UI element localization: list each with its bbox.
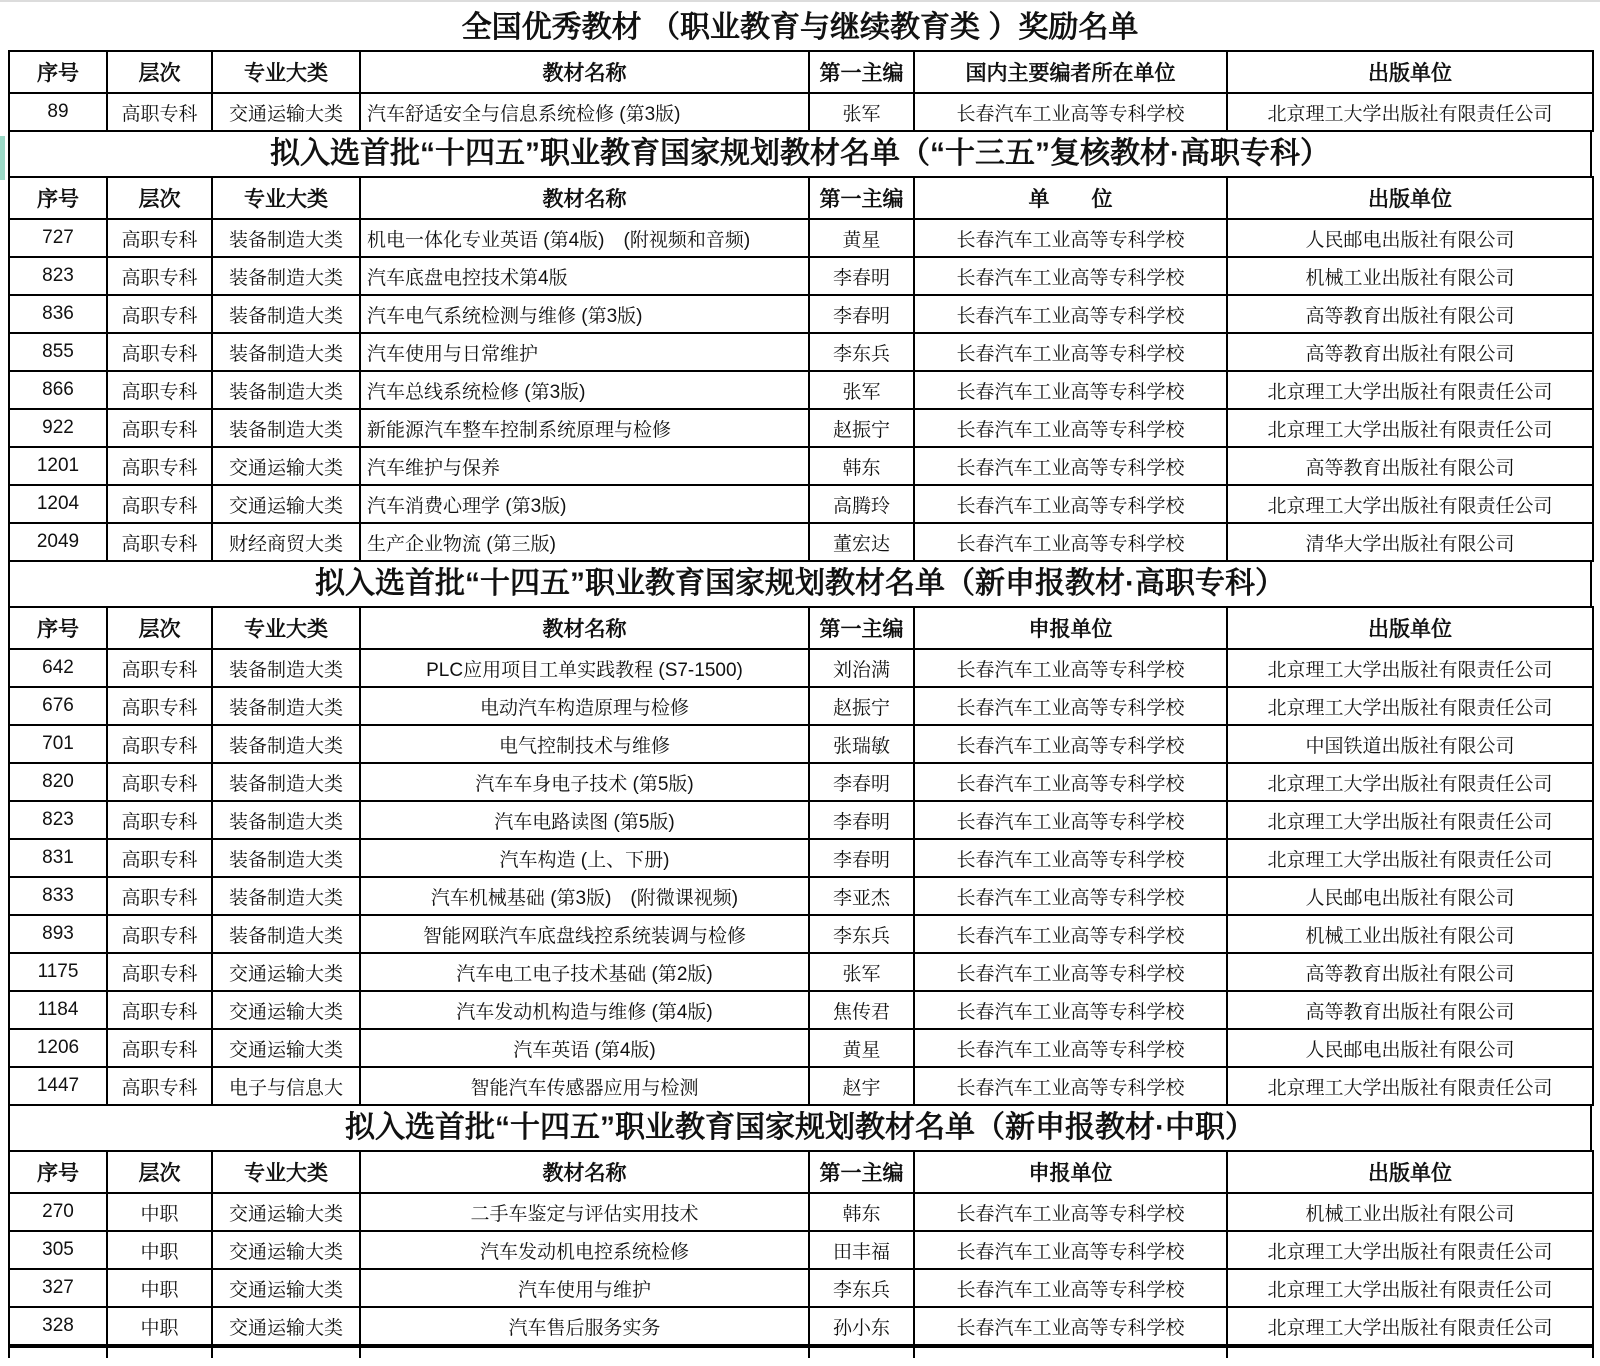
header-cell: 序号	[9, 1151, 107, 1193]
table-cell: 黄星	[809, 219, 914, 257]
table-cell: 李春明	[809, 839, 914, 877]
table-row	[9, 801, 1593, 839]
header-cell: 专业大类	[212, 51, 360, 93]
table-cell: 北京理工大学出版社有限责任公司	[1227, 649, 1593, 687]
table-cell: 装备制造大类	[212, 295, 360, 333]
table-cell: 高职专科	[107, 915, 212, 953]
table-cell: 交通运输大类	[212, 1029, 360, 1067]
table-cell: 新能源汽车整车控制系统原理与检修	[360, 409, 809, 447]
table-cell: 长春汽车工业高等专科学校	[914, 447, 1227, 485]
table-row	[9, 523, 1593, 561]
section-title-award: 全国优秀教材 （职业教育与继续教育类 ）奖励名单	[461, 11, 1139, 44]
table-cell: 赵振宁	[809, 687, 914, 725]
table-cell: 高职专科	[107, 649, 212, 687]
table-cell: 北京理工大学出版社有限责任公司	[1227, 1307, 1593, 1345]
table-cell: 交通运输大类	[212, 1307, 360, 1345]
table-cell: 李东兵	[809, 1269, 914, 1307]
header-cell: 申报单位	[914, 607, 1227, 649]
table-cell: 汽车英语 (第4版)	[360, 1029, 809, 1067]
table-cell: 装备制造大类	[212, 371, 360, 409]
table-cell: 长春汽车工业高等专科学校	[914, 1269, 1227, 1307]
table-cell: 汽车电工电子技术基础 (第2版)	[360, 953, 809, 991]
table-cell: 李春明	[809, 295, 914, 333]
table-cell: 赵宇	[809, 1067, 914, 1105]
table-cell: 清华大学出版社有限公司	[1227, 523, 1593, 561]
table-cell: 北京理工大学出版社有限责任公司	[1227, 409, 1593, 447]
table-cell: 922	[9, 409, 107, 447]
table-cell: 长春汽车工业高等专科学校	[914, 1029, 1227, 1067]
table-row	[9, 877, 1593, 915]
section-title-new-zhongzhi: 拟入选首批“十四五”职业教育国家规划教材名单（新申报教材·中职）	[8, 1106, 1592, 1150]
table-cell: 装备制造大类	[212, 333, 360, 371]
table-cell: 328	[9, 1307, 107, 1345]
table-cell: 高职专科	[107, 485, 212, 523]
table-cell: 820	[9, 763, 107, 801]
table-cell: 高职专科	[107, 877, 212, 915]
table-cell: 北京理工大学出版社有限责任公司	[1227, 1269, 1593, 1307]
table-row	[9, 953, 1593, 991]
table-cell: 893	[9, 915, 107, 953]
table-cell: 长春汽车工业高等专科学校	[914, 1193, 1227, 1231]
table-row	[9, 1029, 1593, 1067]
table-cell: 高职专科	[107, 523, 212, 561]
table-cell: 汽车电气系统检测与维修 (第3版)	[360, 295, 809, 333]
table-cell: 电子与信息大	[212, 1067, 360, 1105]
table-cell: 装备制造大类	[212, 839, 360, 877]
table-row	[9, 1347, 1593, 1358]
table-cell: 装备制造大类	[212, 801, 360, 839]
table-cell: 270	[9, 1193, 107, 1231]
table-row	[9, 1269, 1593, 1307]
table-cell: 汽车维护与保养	[360, 447, 809, 485]
table-cell: 高腾玲	[809, 485, 914, 523]
section-title-new-gaozhi: 拟入选首批“十四五”职业教育国家规划教材名单（新申报教材·高职专科）	[8, 562, 1592, 606]
table-cell: 高职专科	[107, 93, 212, 131]
table-cell: 长春汽车工业高等专科学校	[914, 485, 1227, 523]
table-cell	[212, 1347, 360, 1358]
table-cell: 张瑞敏	[809, 725, 914, 763]
header-cell: 教材名称	[360, 607, 809, 649]
table-row	[9, 447, 1593, 485]
header-cell: 序号	[9, 177, 107, 219]
header-cell: 第一主编	[809, 607, 914, 649]
header-cell: 出版单位	[1227, 607, 1593, 649]
header-cell: 单 位	[914, 177, 1227, 219]
table-cell: 孙小东	[809, 1307, 914, 1345]
table-cell: 李亚杰	[809, 877, 914, 915]
table-cell: 1201	[9, 447, 107, 485]
table-cell: 北京理工大学出版社有限责任公司	[1227, 687, 1593, 725]
table-cell: 1447	[9, 1067, 107, 1105]
header-cell: 专业大类	[212, 177, 360, 219]
table-row	[9, 687, 1593, 725]
table-cell: 田丰福	[809, 1231, 914, 1269]
table-cell: 长春汽车工业高等专科学校	[914, 333, 1227, 371]
table-cell: 北京理工大学出版社有限责任公司	[1227, 93, 1593, 131]
table-cell: 高职专科	[107, 333, 212, 371]
table-row	[9, 257, 1593, 295]
table-row	[9, 1231, 1593, 1269]
header-row	[9, 177, 1593, 219]
table-cell: 高职专科	[107, 991, 212, 1029]
table-cell: 韩东	[809, 447, 914, 485]
header-cell: 序号	[9, 607, 107, 649]
table-cell: 汽车消费心理学 (第3版)	[360, 485, 809, 523]
table-row	[9, 1067, 1593, 1105]
table-cell: 人民邮电出版社有限公司	[1227, 219, 1593, 257]
table-cell: 机械工业出版社有限公司	[1227, 1193, 1593, 1231]
table-cell: 701	[9, 725, 107, 763]
header-cell: 层次	[107, 607, 212, 649]
table-row	[9, 649, 1593, 687]
table-cell: 汽车使用与日常维护	[360, 333, 809, 371]
table-cell	[107, 1347, 212, 1358]
table-cell: 长春汽车工业高等专科学校	[914, 687, 1227, 725]
partial-empty-row-body	[9, 1347, 1593, 1358]
table-cell: 汽车舒适安全与信息系统检修 (第3版)	[360, 93, 809, 131]
table-cell: 交通运输大类	[212, 93, 360, 131]
table-cell: 装备制造大类	[212, 649, 360, 687]
table-cell: 汽车发动机构造与维修 (第4版)	[360, 991, 809, 1029]
table-cell: 1175	[9, 953, 107, 991]
table-cell: 智能网联汽车底盘线控系统装调与检修	[360, 915, 809, 953]
table-cell: 长春汽车工业高等专科学校	[914, 409, 1227, 447]
table-cell: 855	[9, 333, 107, 371]
table-cell: 高职专科	[107, 371, 212, 409]
table-cell: 电动汽车构造原理与检修	[360, 687, 809, 725]
review-gaozhi-table-body	[9, 219, 1593, 561]
table-cell: 装备制造大类	[212, 725, 360, 763]
table-cell: 1204	[9, 485, 107, 523]
table-cell: 交通运输大类	[212, 485, 360, 523]
table-cell: 高职专科	[107, 801, 212, 839]
table-cell: PLC应用项目工单实践教程 (S7-1500)	[360, 649, 809, 687]
table-cell: 高等教育出版社有限公司	[1227, 333, 1593, 371]
table-cell: 赵振宁	[809, 409, 914, 447]
table-row	[9, 295, 1593, 333]
table-cell: 866	[9, 371, 107, 409]
table-cell: 北京理工大学出版社有限责任公司	[1227, 485, 1593, 523]
table-row	[9, 219, 1593, 257]
table-cell: 汽车车身电子技术 (第5版)	[360, 763, 809, 801]
table-cell: 北京理工大学出版社有限责任公司	[1227, 371, 1593, 409]
award-table	[8, 50, 1594, 132]
table-row	[9, 839, 1593, 877]
header-row	[9, 607, 1593, 649]
table-cell: 财经商贸大类	[212, 523, 360, 561]
table-cell: 李东兵	[809, 915, 914, 953]
table-cell: 北京理工大学出版社有限责任公司	[1227, 763, 1593, 801]
table-cell: 中职	[107, 1231, 212, 1269]
table-cell: 装备制造大类	[212, 915, 360, 953]
new-gaozhi-table	[8, 606, 1594, 1106]
header-cell: 教材名称	[360, 1151, 809, 1193]
table-cell: 焦传君	[809, 991, 914, 1029]
table-cell: 机械工业出版社有限公司	[1227, 915, 1593, 953]
table-cell: 高职专科	[107, 953, 212, 991]
table-cell: 装备制造大类	[212, 877, 360, 915]
table-row	[9, 371, 1593, 409]
table-cell: 长春汽车工业高等专科学校	[914, 93, 1227, 131]
header-cell: 国内主要编者所在单位	[914, 51, 1227, 93]
table-cell: 汽车底盘电控技术第4版	[360, 257, 809, 295]
table-cell: 汽车构造 (上、下册)	[360, 839, 809, 877]
table-cell	[360, 1347, 809, 1358]
table-cell: 高等教育出版社有限公司	[1227, 953, 1593, 991]
table-cell: 交通运输大类	[212, 1269, 360, 1307]
table-cell: 长春汽车工业高等专科学校	[914, 915, 1227, 953]
table-cell	[914, 1347, 1227, 1358]
table-cell: 北京理工大学出版社有限责任公司	[1227, 1231, 1593, 1269]
table-cell: 642	[9, 649, 107, 687]
review-gaozhi-table	[8, 176, 1594, 562]
table-cell: 高职专科	[107, 409, 212, 447]
table-cell: 高等教育出版社有限公司	[1227, 295, 1593, 333]
table-cell: 装备制造大类	[212, 763, 360, 801]
table-cell: 交通运输大类	[212, 1193, 360, 1231]
table-row	[9, 93, 1593, 131]
table-cell: 高职专科	[107, 725, 212, 763]
table-cell: 长春汽车工业高等专科学校	[914, 257, 1227, 295]
table-cell	[1227, 1347, 1593, 1358]
header-cell: 教材名称	[360, 51, 809, 93]
table-row	[9, 1307, 1593, 1345]
table-cell: 高职专科	[107, 763, 212, 801]
header-cell: 出版单位	[1227, 1151, 1593, 1193]
table-cell: 韩东	[809, 1193, 914, 1231]
table-row	[9, 725, 1593, 763]
table-cell: 高职专科	[107, 257, 212, 295]
table-cell: 727	[9, 219, 107, 257]
table-cell: 智能汽车传感器应用与检测	[360, 1067, 809, 1105]
table-cell: 高职专科	[107, 295, 212, 333]
table-cell: 高职专科	[107, 1067, 212, 1105]
table-cell: 交通运输大类	[212, 953, 360, 991]
table-cell: 长春汽车工业高等专科学校	[914, 1307, 1227, 1345]
table-cell: 交通运输大类	[212, 447, 360, 485]
table-cell: 李春明	[809, 257, 914, 295]
header-cell: 出版单位	[1227, 177, 1593, 219]
table-cell: 汽车电路读图 (第5版)	[360, 801, 809, 839]
table-cell: 长春汽车工业高等专科学校	[914, 1067, 1227, 1105]
table-cell: 机电一体化专业英语 (第4版) (附视频和音频)	[360, 219, 809, 257]
table-cell: 长春汽车工业高等专科学校	[914, 801, 1227, 839]
header-cell: 出版单位	[1227, 51, 1593, 93]
table-cell: 高职专科	[107, 447, 212, 485]
table-cell: 汽车总线系统检修 (第3版)	[360, 371, 809, 409]
table-cell: 1184	[9, 991, 107, 1029]
table-row	[9, 1193, 1593, 1231]
table-cell: 89	[9, 93, 107, 131]
header-cell: 层次	[107, 51, 212, 93]
table-cell: 张军	[809, 371, 914, 409]
table-cell: 高等教育出版社有限公司	[1227, 991, 1593, 1029]
table-cell: 长春汽车工业高等专科学校	[914, 371, 1227, 409]
header-row	[9, 1151, 1593, 1193]
table-cell: 823	[9, 257, 107, 295]
table-cell: 刘治满	[809, 649, 914, 687]
table-cell: 中职	[107, 1269, 212, 1307]
table-cell: 中职	[107, 1307, 212, 1345]
table-cell: 长春汽车工业高等专科学校	[914, 839, 1227, 877]
table-cell: 长春汽车工业高等专科学校	[914, 523, 1227, 561]
table-cell: 836	[9, 295, 107, 333]
table-cell: 327	[9, 1269, 107, 1307]
table-cell: 长春汽车工业高等专科学校	[914, 1231, 1227, 1269]
table-cell: 机械工业出版社有限公司	[1227, 257, 1593, 295]
table-cell: 交通运输大类	[212, 1231, 360, 1269]
table-cell: 长春汽车工业高等专科学校	[914, 725, 1227, 763]
table-row	[9, 991, 1593, 1029]
header-cell: 教材名称	[360, 177, 809, 219]
table-cell: 装备制造大类	[212, 687, 360, 725]
table-cell: 823	[9, 801, 107, 839]
table-cell: 李东兵	[809, 333, 914, 371]
new-gaozhi-table-body	[9, 649, 1593, 1105]
table-cell: 2049	[9, 523, 107, 561]
table-cell: 高职专科	[107, 687, 212, 725]
table-cell: 高职专科	[107, 1029, 212, 1067]
header-cell: 序号	[9, 51, 107, 93]
table-cell: 汽车发动机电控系统检修	[360, 1231, 809, 1269]
table-cell: 833	[9, 877, 107, 915]
table-cell: 黄星	[809, 1029, 914, 1067]
table-row	[9, 915, 1593, 953]
table-cell: 张军	[809, 93, 914, 131]
table-cell: 长春汽车工业高等专科学校	[914, 219, 1227, 257]
header-cell: 第一主编	[809, 1151, 914, 1193]
table-cell: 生产企业物流 (第三版)	[360, 523, 809, 561]
table-cell: 长春汽车工业高等专科学校	[914, 877, 1227, 915]
table-cell: 831	[9, 839, 107, 877]
header-cell: 层次	[107, 1151, 212, 1193]
table-cell: 长春汽车工业高等专科学校	[914, 763, 1227, 801]
table-cell: 北京理工大学出版社有限责任公司	[1227, 1067, 1593, 1105]
table-cell: 二手车鉴定与评估实用技术	[360, 1193, 809, 1231]
table-cell: 装备制造大类	[212, 409, 360, 447]
header-cell: 第一主编	[809, 177, 914, 219]
table-cell: 中国铁道出版社有限公司	[1227, 725, 1593, 763]
table-cell: 高等教育出版社有限公司	[1227, 447, 1593, 485]
table-cell: 1206	[9, 1029, 107, 1067]
section-title-review-gaozhi: 拟入选首批“十四五”职业教育国家规划教材名单（“十三五”复核教材·高职专科）	[8, 132, 1592, 176]
table-cell: 北京理工大学出版社有限责任公司	[1227, 801, 1593, 839]
award-table-body	[9, 93, 1593, 131]
table-cell: 装备制造大类	[212, 219, 360, 257]
table-cell: 汽车使用与维护	[360, 1269, 809, 1307]
header-cell: 层次	[107, 177, 212, 219]
table-row	[9, 763, 1593, 801]
table-cell: 汽车机械基础 (第3版) (附微课视频)	[360, 877, 809, 915]
header-row	[9, 51, 1593, 93]
table-cell	[9, 1347, 107, 1358]
table-cell: 高职专科	[107, 839, 212, 877]
table-row	[9, 485, 1593, 523]
table-cell: 长春汽车工业高等专科学校	[914, 649, 1227, 687]
header-cell: 第一主编	[809, 51, 914, 93]
table-cell: 电气控制技术与维修	[360, 725, 809, 763]
table-cell: 汽车售后服务实务	[360, 1307, 809, 1345]
header-cell: 专业大类	[212, 1151, 360, 1193]
table-cell: 张军	[809, 953, 914, 991]
table-cell: 高职专科	[107, 219, 212, 257]
table-cell: 中职	[107, 1193, 212, 1231]
table-cell: 长春汽车工业高等专科学校	[914, 991, 1227, 1029]
table-cell: 长春汽车工业高等专科学校	[914, 295, 1227, 333]
table-cell: 李春明	[809, 763, 914, 801]
header-cell: 申报单位	[914, 1151, 1227, 1193]
table-cell: 李春明	[809, 801, 914, 839]
header-cell: 专业大类	[212, 607, 360, 649]
table-cell	[809, 1347, 914, 1358]
table-cell: 长春汽车工业高等专科学校	[914, 953, 1227, 991]
row-selection-marker	[0, 136, 5, 180]
new-zhongzhi-table	[8, 1150, 1594, 1346]
partial-empty-row-table	[8, 1346, 1594, 1358]
table-cell: 装备制造大类	[212, 257, 360, 295]
table-row	[9, 333, 1593, 371]
table-row	[9, 409, 1593, 447]
table-cell: 北京理工大学出版社有限责任公司	[1227, 839, 1593, 877]
table-cell: 人民邮电出版社有限公司	[1227, 877, 1593, 915]
table-cell: 董宏达	[809, 523, 914, 561]
table-cell: 676	[9, 687, 107, 725]
table-cell: 305	[9, 1231, 107, 1269]
table-cell: 人民邮电出版社有限公司	[1227, 1029, 1593, 1067]
table-cell: 交通运输大类	[212, 991, 360, 1029]
new-zhongzhi-table-body	[9, 1193, 1593, 1345]
